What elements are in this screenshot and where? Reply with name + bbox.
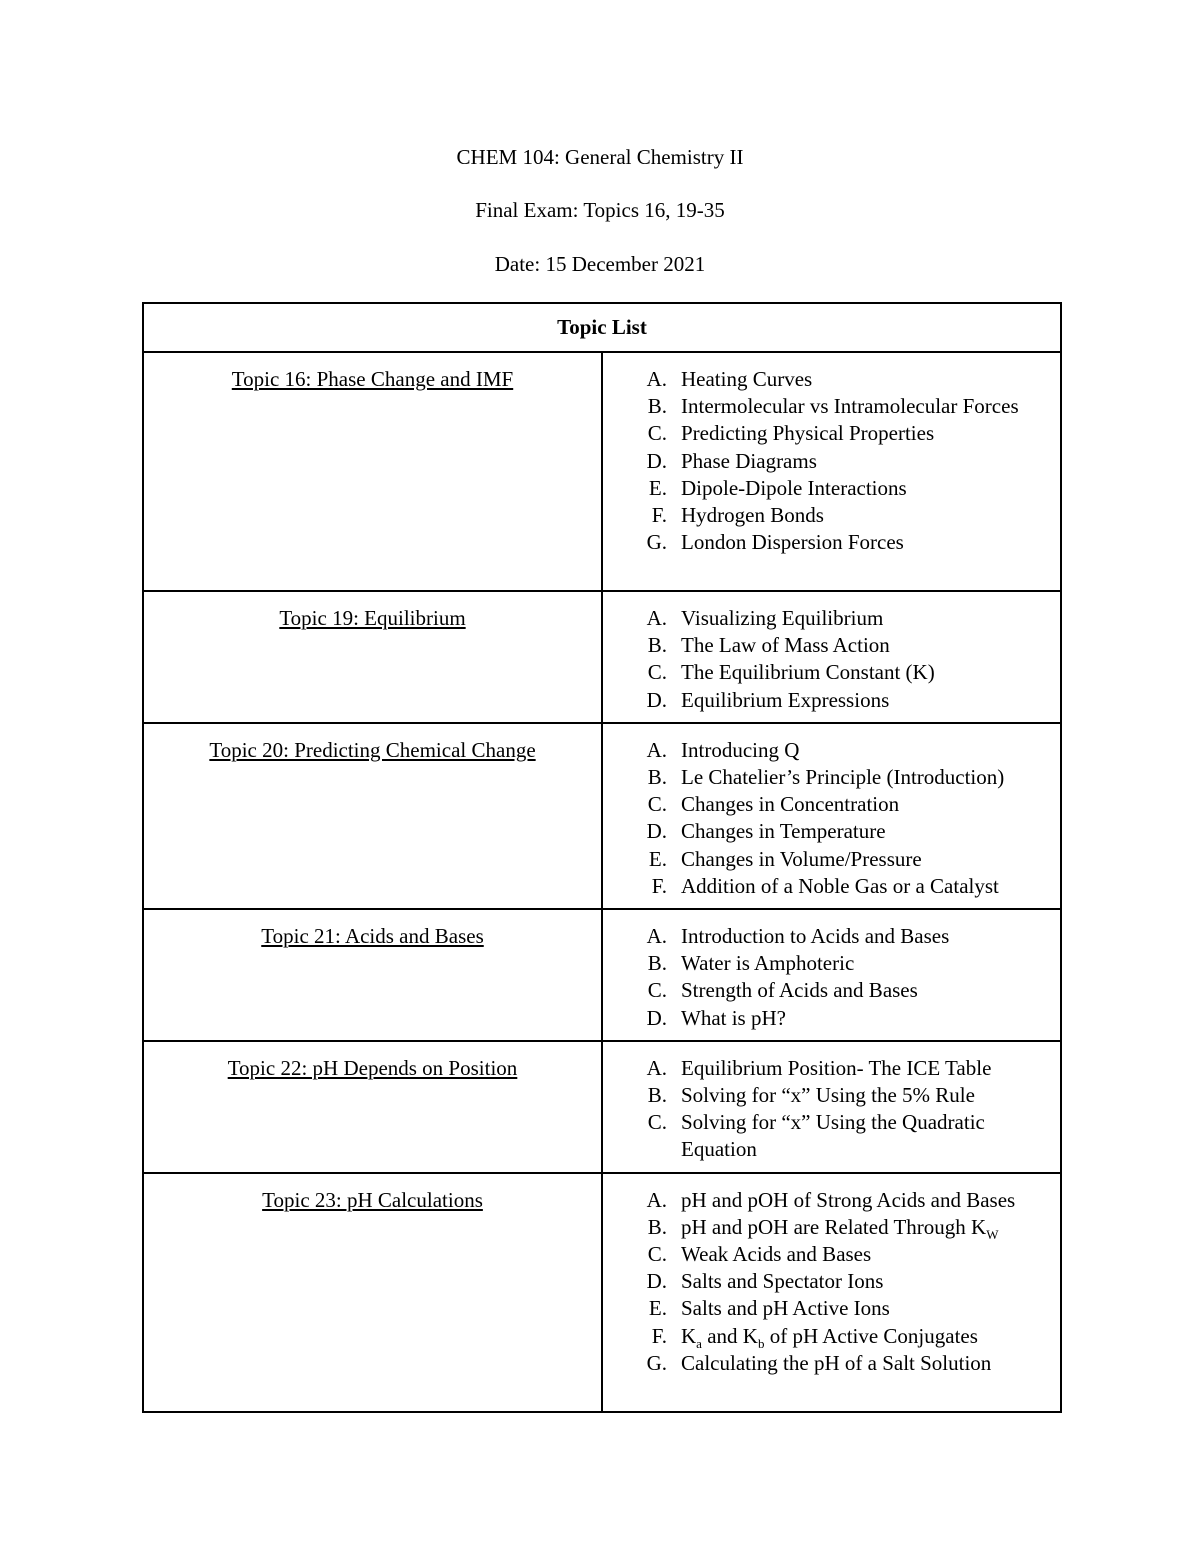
subtopic-letter: B. xyxy=(647,1083,667,1108)
subtopic-text-part: Introduction to Acids and Bases xyxy=(681,924,950,949)
subscript: b xyxy=(757,1335,765,1351)
topic-title: Topic 19: Equilibrium xyxy=(279,606,466,630)
subtopic-text xyxy=(681,659,1060,686)
subtopic-text-part: Solving for “x” Using the Quadratic Equation xyxy=(681,1110,985,1162)
subtopic-letter: A. xyxy=(646,1055,667,1080)
subtopic-text xyxy=(681,1109,1060,1163)
subtopic-letter: B. xyxy=(647,1214,667,1239)
subtopic-letter: G. xyxy=(646,1350,667,1375)
subtopic-text-part: Strength of Acids and Bases xyxy=(681,978,918,1003)
subtopic-text xyxy=(681,764,1060,791)
subtopic-item xyxy=(603,1082,1060,1109)
subtopic-text-part: of pH Active Conjugates xyxy=(764,1323,978,1348)
subtopic-text xyxy=(681,1214,1060,1241)
subtopic-item xyxy=(603,366,1060,393)
subtopic-text-part: Introducing Q xyxy=(681,737,800,762)
subtopic-letter: E. xyxy=(648,1296,667,1321)
subtopic-text xyxy=(681,1005,1060,1032)
subtopic-item xyxy=(603,475,1060,502)
subtopic-text-part: What is pH? xyxy=(681,1005,786,1030)
topic-cell xyxy=(143,1173,602,1412)
subtopic-letter: C. xyxy=(647,978,667,1003)
subtopic-text-part: Addition of a Noble Gas or a Catalyst xyxy=(681,873,999,898)
subtopic-item xyxy=(603,1241,1060,1268)
topic-row xyxy=(143,723,1061,909)
subscript: W xyxy=(986,1227,999,1243)
subtopic-list xyxy=(603,366,1060,556)
topic-row xyxy=(143,1173,1061,1412)
subtopic-text-part: and K xyxy=(701,1323,758,1348)
subtopic-text-part: Hydrogen Bonds xyxy=(681,503,824,528)
subtopic-letter: D. xyxy=(646,819,667,844)
subtopic-letter: C. xyxy=(647,792,667,817)
topic-title: Topic 23: pH Calculations xyxy=(262,1187,483,1212)
exam-title: Final Exam: Topics 16, 19-35 xyxy=(475,198,725,222)
subtopic-letter: A. xyxy=(646,606,667,630)
topic-cell xyxy=(143,1041,602,1173)
subtopic-text-part: Changes in Volume/Pressure xyxy=(681,846,922,871)
subtopic-item xyxy=(603,737,1060,764)
subtopic-text xyxy=(681,737,1060,764)
subtopic-text-part: Heating Curves xyxy=(681,367,813,391)
topic-title: Topic 16: Phase Change and IMF xyxy=(231,367,514,391)
subtopic-text xyxy=(681,448,1060,475)
topic-table-header-row xyxy=(143,303,1061,352)
subtopic-cell xyxy=(602,352,1061,591)
subtopic-item xyxy=(603,873,1060,900)
subtopic-cell xyxy=(602,1173,1061,1412)
subtopic-item xyxy=(603,818,1060,845)
subtopic-list xyxy=(603,1055,1060,1164)
course-title: CHEM 104: General Chemistry II xyxy=(456,145,744,169)
subtopic-letter: E. xyxy=(648,475,667,500)
subtopic-text-part: K xyxy=(681,1323,697,1348)
subtopic-text-part: Intermolecular vs Intramolecular Forces xyxy=(681,394,1019,419)
subtopic-letter: C. xyxy=(647,1110,667,1135)
subtopic-item xyxy=(603,1214,1060,1241)
subtopic-text xyxy=(681,1323,1060,1350)
subtopic-text-part: Solving for “x” Using the 5% Rule xyxy=(681,1083,975,1108)
topic-row xyxy=(143,591,1061,723)
subtopic-item xyxy=(603,977,1060,1004)
subtopic-letter: A. xyxy=(646,924,667,949)
subtopic-text-part: Dipole-Dipole Interactions xyxy=(681,475,907,500)
subtopic-text xyxy=(681,366,1060,393)
subtopic-text-part: Changes in Concentration xyxy=(681,792,900,817)
subtopic-item xyxy=(603,420,1060,447)
topic-title: Topic 20: Predicting Chemical Change xyxy=(209,737,536,762)
subtopic-text xyxy=(681,873,1060,900)
topic-row xyxy=(143,909,1061,1041)
topic-table-title: Topic List xyxy=(143,303,1061,352)
subtopic-letter: C. xyxy=(647,1242,667,1267)
subtopic-letter: F. xyxy=(651,503,667,528)
subtopic-item xyxy=(603,764,1060,791)
subtopic-text-part: Water is Amphoteric xyxy=(681,951,855,976)
subtopic-text xyxy=(681,977,1060,1004)
subtopic-list xyxy=(603,923,1060,1032)
topic-row xyxy=(143,1041,1061,1173)
subtopic-letter: B. xyxy=(647,765,667,790)
subtopic-text-part: Equilibrium Expressions xyxy=(681,687,890,712)
subtopic-text-part: Visualizing Equilibrium xyxy=(681,606,884,630)
subtopic-text-part: Predicting Physical Properties xyxy=(681,421,935,446)
subtopic-text xyxy=(681,502,1060,529)
topic-cell xyxy=(143,723,602,909)
topic-cell xyxy=(143,352,602,591)
subtopic-cell xyxy=(602,591,1061,723)
subtopic-text xyxy=(681,1268,1060,1295)
subtopic-item xyxy=(603,605,1060,632)
subtopic-letter: D. xyxy=(646,448,667,473)
subtopic-cell xyxy=(602,909,1061,1041)
topic-title: Topic 21: Acids and Bases xyxy=(261,924,484,949)
subtopic-item xyxy=(603,846,1060,873)
subtopic-letter: F. xyxy=(651,1323,667,1348)
subscript: a xyxy=(696,1335,702,1351)
subtopic-letter: A. xyxy=(646,737,667,762)
subtopic-text xyxy=(681,1082,1060,1109)
subtopic-letter: D. xyxy=(646,1269,667,1294)
subtopic-item xyxy=(603,448,1060,475)
topic-table-body xyxy=(143,352,1061,1412)
subtopic-item xyxy=(603,1187,1060,1214)
exam-date: Date: 15 December 2021 xyxy=(494,252,706,276)
subtopic-letter: A. xyxy=(646,1187,667,1212)
subtopic-item xyxy=(603,502,1060,529)
subtopic-letter: A. xyxy=(646,367,667,391)
subtopic-list xyxy=(603,737,1060,900)
subtopic-text-part: pH and pOH of Strong Acids and Bases xyxy=(681,1187,1016,1212)
subtopic-item xyxy=(603,529,1060,556)
subtopic-text xyxy=(681,846,1060,873)
subtopic-text xyxy=(681,393,1060,420)
subtopic-letter: C. xyxy=(647,421,667,446)
subtopic-text xyxy=(681,1055,1060,1082)
subtopic-item xyxy=(603,1005,1060,1032)
subtopic-text-part: Calculating the pH of a Salt Solution xyxy=(681,1350,992,1375)
subtopic-letter: G. xyxy=(646,530,667,555)
subtopic-item xyxy=(603,1268,1060,1295)
subtopic-text xyxy=(681,1295,1060,1322)
subtopic-letter: D. xyxy=(646,1005,667,1030)
subtopic-text xyxy=(681,950,1060,977)
subtopic-text-part: Phase Diagrams xyxy=(681,448,817,473)
subtopic-item xyxy=(603,1350,1060,1377)
subtopic-text-part: Le Chatelier’s Principle (Introduction) xyxy=(681,765,1005,790)
subtopic-text xyxy=(681,420,1060,447)
subtopic-item xyxy=(603,923,1060,950)
subtopic-cell xyxy=(602,723,1061,909)
subtopic-letter: B. xyxy=(647,394,667,419)
subtopic-item xyxy=(603,632,1060,659)
subtopic-list xyxy=(603,605,1060,714)
subtopic-cell xyxy=(602,1041,1061,1173)
subtopic-text xyxy=(681,529,1060,556)
subtopic-text-part: Changes in Temperature xyxy=(681,819,886,844)
subtopic-letter: D. xyxy=(646,687,667,712)
subtopic-list xyxy=(603,1187,1060,1377)
subtopic-text xyxy=(681,475,1060,502)
subtopic-text-part: The Law of Mass Action xyxy=(681,633,890,658)
subtopic-text xyxy=(681,687,1060,714)
subtopic-text xyxy=(681,791,1060,818)
subtopic-item xyxy=(603,950,1060,977)
subtopic-text xyxy=(681,818,1060,845)
subtopic-text xyxy=(681,1350,1060,1377)
subtopic-letter: B. xyxy=(647,633,667,658)
subtopic-letter: F. xyxy=(651,873,667,898)
subtopic-text xyxy=(681,1187,1060,1214)
subtopic-letter: C. xyxy=(647,660,667,685)
subtopic-text xyxy=(681,1241,1060,1268)
topic-cell xyxy=(143,909,602,1041)
subtopic-item xyxy=(603,1055,1060,1082)
subtopic-item xyxy=(603,1323,1060,1350)
subtopic-item xyxy=(603,791,1060,818)
subtopic-letter: E. xyxy=(648,846,667,871)
topic-cell xyxy=(143,591,602,723)
subtopic-text-part: Weak Acids and Bases xyxy=(681,1242,872,1267)
subtopic-text-part: Salts and pH Active Ions xyxy=(681,1296,890,1321)
subtopic-item xyxy=(603,393,1060,420)
subtopic-item xyxy=(603,1295,1060,1322)
subtopic-text-part: Salts and Spectator Ions xyxy=(681,1269,884,1294)
subtopic-item xyxy=(603,659,1060,686)
subtopic-letter: B. xyxy=(647,951,667,976)
subtopic-item xyxy=(603,1109,1060,1163)
subtopic-text-part: London Dispersion Forces xyxy=(681,530,904,555)
subtopic-text xyxy=(681,605,1060,632)
subtopic-item xyxy=(603,687,1060,714)
topic-row xyxy=(143,352,1061,591)
subtopic-text-part: Equilibrium Position- The ICE Table xyxy=(681,1055,992,1080)
topic-title: Topic 22: pH Depends on Position xyxy=(227,1055,518,1080)
subtopic-text xyxy=(681,923,1060,950)
topic-table xyxy=(142,302,1062,1413)
subtopic-text-part: pH and pOH are Related Through K xyxy=(681,1214,987,1239)
subtopic-text xyxy=(681,632,1060,659)
subtopic-text-part: The Equilibrium Constant (K) xyxy=(681,660,935,685)
